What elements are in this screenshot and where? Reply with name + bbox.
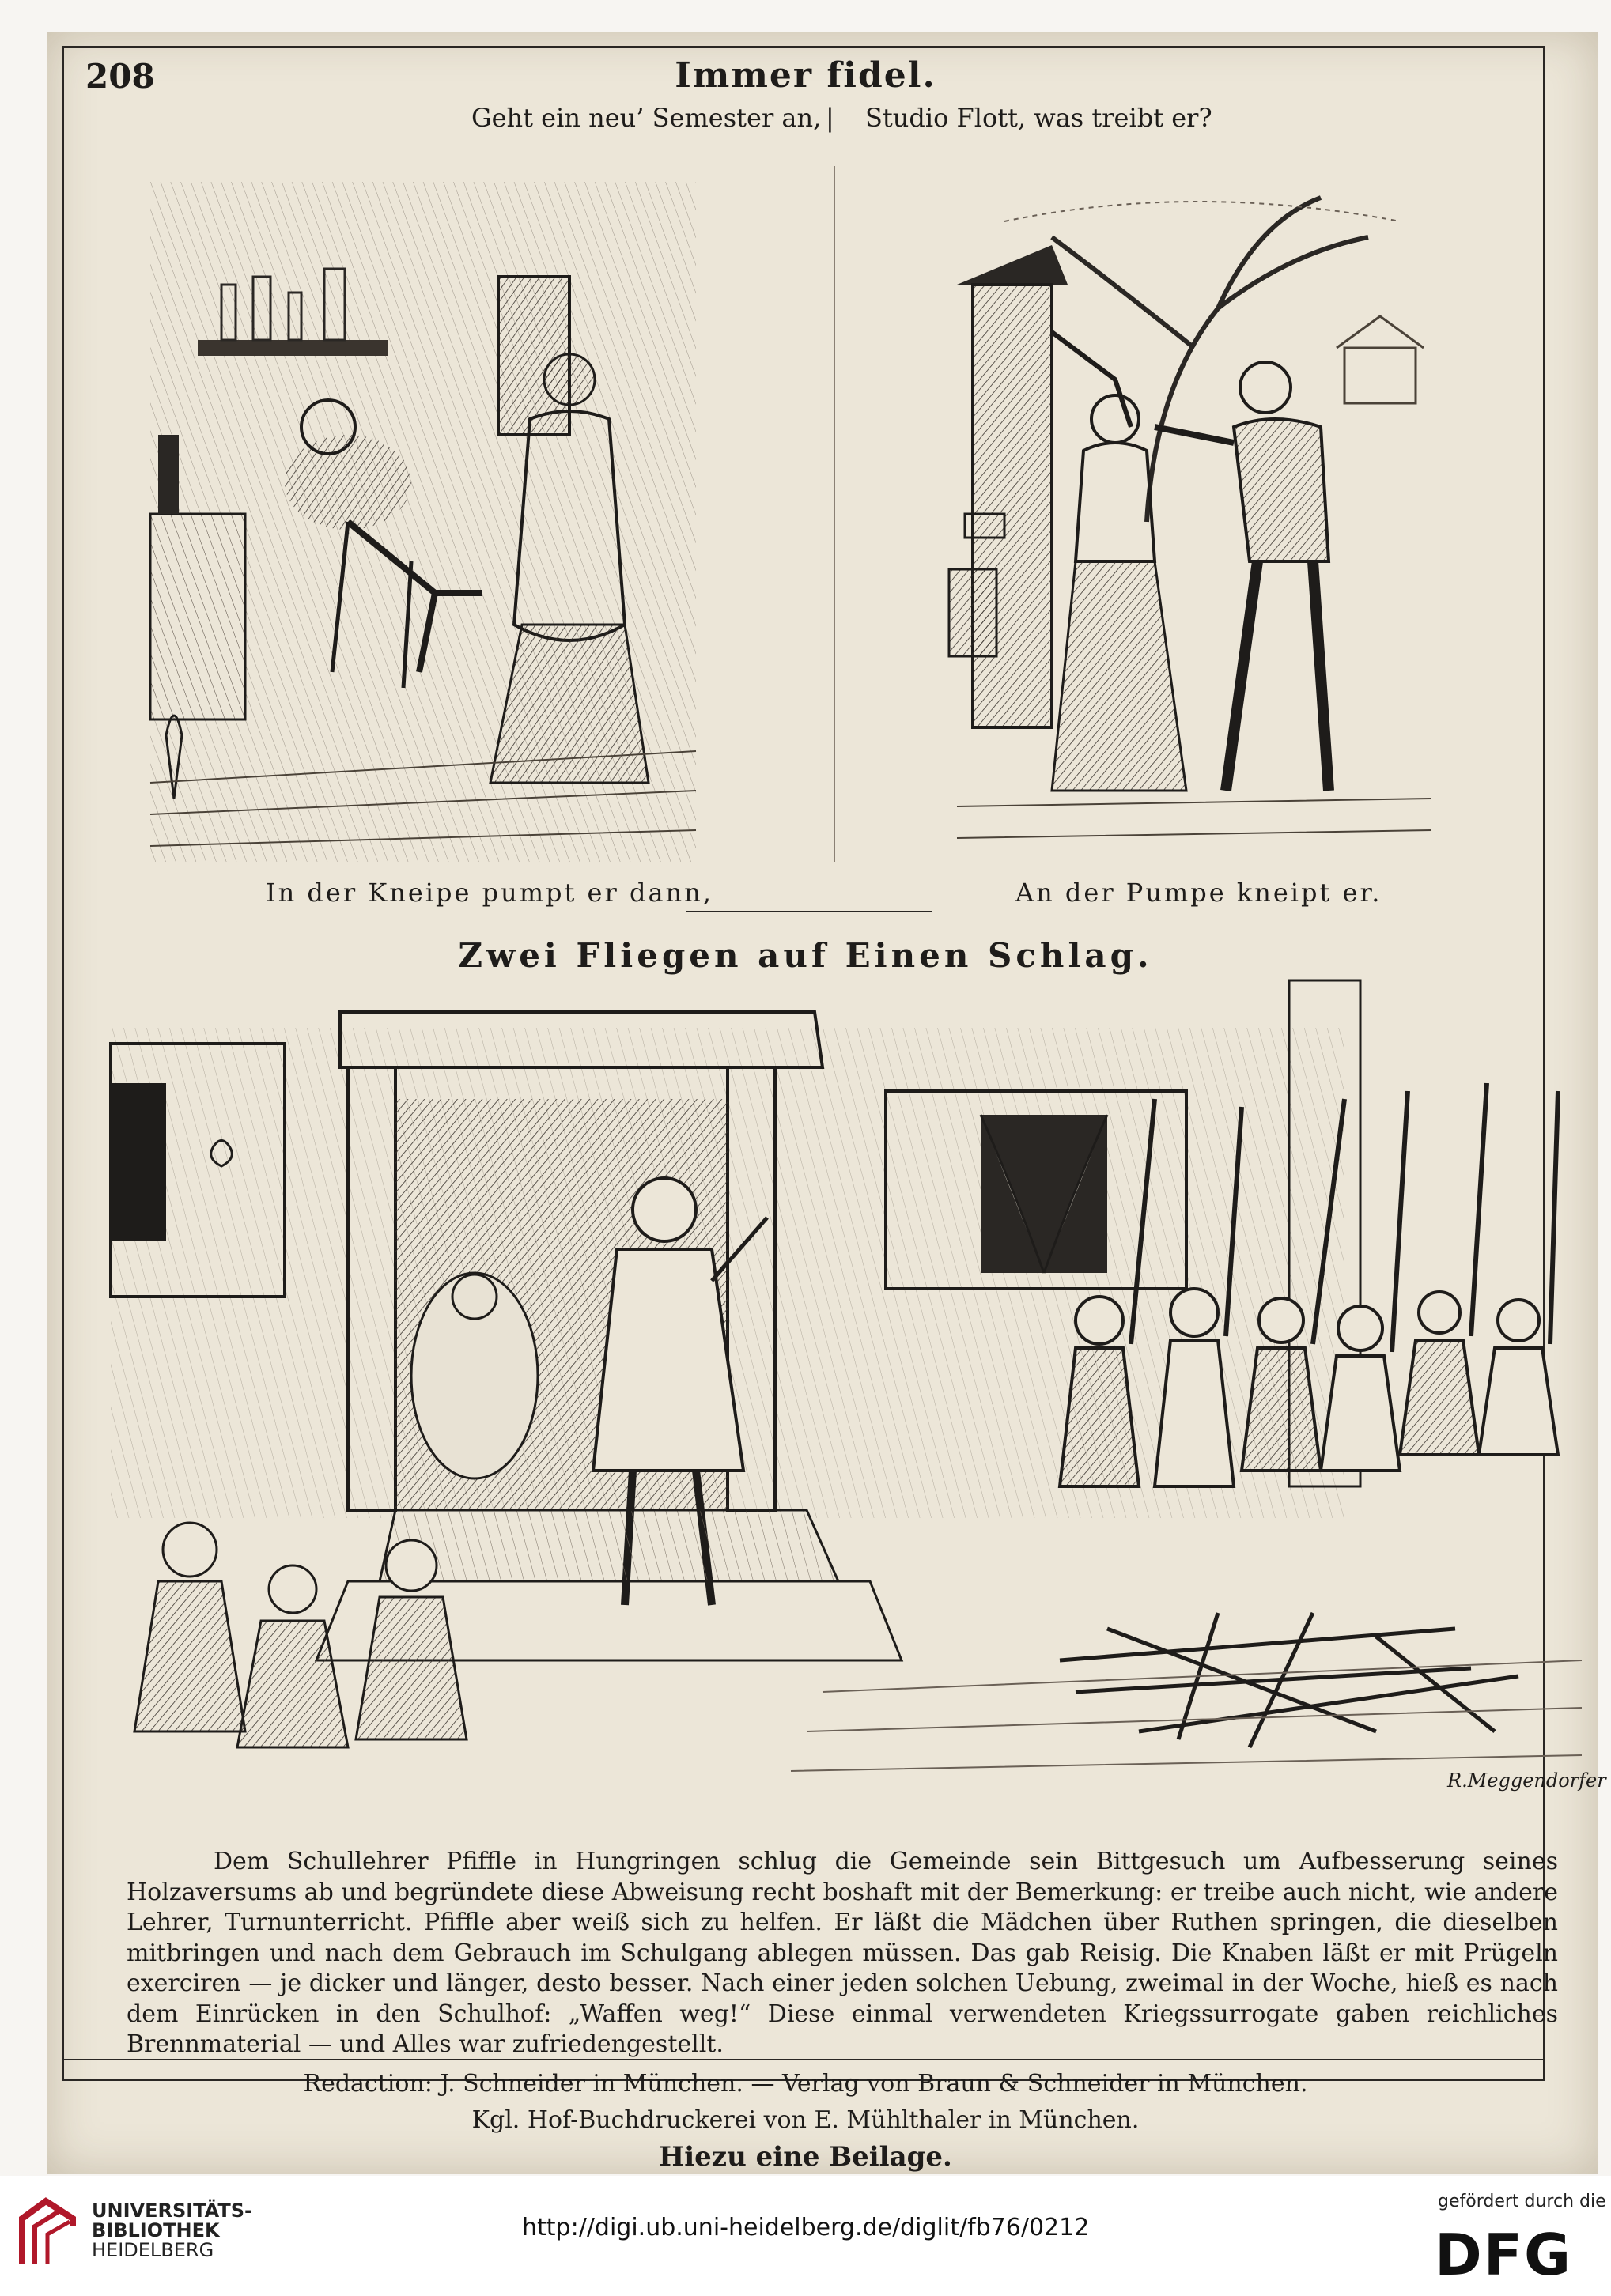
library-name-line2: BIBLIOTHEK xyxy=(92,2219,220,2241)
page-number: 208 xyxy=(85,57,155,96)
artist-signature: R.Meggendorfer xyxy=(1447,1769,1606,1792)
pump-scene xyxy=(957,190,1431,862)
caption-rule xyxy=(686,911,932,912)
funding-note: gefördert durch die xyxy=(1438,2192,1606,2211)
footer-imprint-printer: Kgl. Hof-Buchdruckerei von E. Mühlthaler in München. xyxy=(471,2106,1140,2134)
schoolyard-scene xyxy=(111,980,1606,1826)
caption-right: An der Pumpe kneipt er. xyxy=(1015,878,1382,908)
footer-supplement-note: Hiezu eine Beilage. xyxy=(659,2141,952,2173)
caption-left: In der Kneipe pumpt er dann, xyxy=(266,878,713,908)
tavern-scene xyxy=(150,182,696,862)
library-name[interactable] xyxy=(92,2201,252,2260)
library-name-line3: HEIDELBERG xyxy=(92,2239,214,2261)
body-paragraph: Dem Schullehrer Pfiffle in Hungringen schlug die Gemeinde sein Bittgesuch um Aufbesserung seines Holzaversums ab und begründete diese Abweisung recht boshaft mit der Bemerkung: er treibe auch nicht, wie andere Lehrer, Turnunterricht. Pfiffle aber weiß sich zu helfen. Er läßt die Mädchen über Ruthen springen, die dieselben mitbringen und nach dem Gebrauch im Schulgang ablegen müssen. Das gab Reisig. Die Knaben läßt er mit Prügeln exerciren — je dicker und länger, desto besser. Nach einer jeden solchen Uebung, zweimal in der Woche, hieß es nach dem Einrücken in den Schulhof: „Waffen weg!“ Diese einmal verwendeten Kriegssurrogate gaben reichliches Brennmaterial — und Alles war zufriedengestellt. xyxy=(127,1848,1558,2058)
subtitle-left: Geht ein neu’ Semester an, xyxy=(471,103,822,133)
page-title: Immer fidel. xyxy=(675,55,936,96)
dfg-logo[interactable]: DFG xyxy=(1435,2222,1573,2288)
subtitle-separator: | xyxy=(826,103,834,133)
section-title: Zwei Fliegen auf Einen Schlag. xyxy=(458,936,1153,975)
tavern-illustration xyxy=(150,182,696,862)
library-name-line1: UNIVERSITÄTS- xyxy=(92,2200,253,2222)
pump-illustration xyxy=(957,190,1431,862)
permalink-url[interactable]: http://digi.ub.uni-heidelberg.de/diglit/fb76/0212 xyxy=(522,2214,1090,2241)
footer-imprint-editor: Redaction: J. Schneider in München. — Verlag von Braun & Schneider in München. xyxy=(303,2070,1308,2098)
subtitle-right: Studio Flott, was treibt er? xyxy=(865,103,1212,133)
school-illustration xyxy=(111,980,1606,1826)
library-logo-icon[interactable] xyxy=(14,2195,81,2271)
column-divider xyxy=(834,166,835,862)
